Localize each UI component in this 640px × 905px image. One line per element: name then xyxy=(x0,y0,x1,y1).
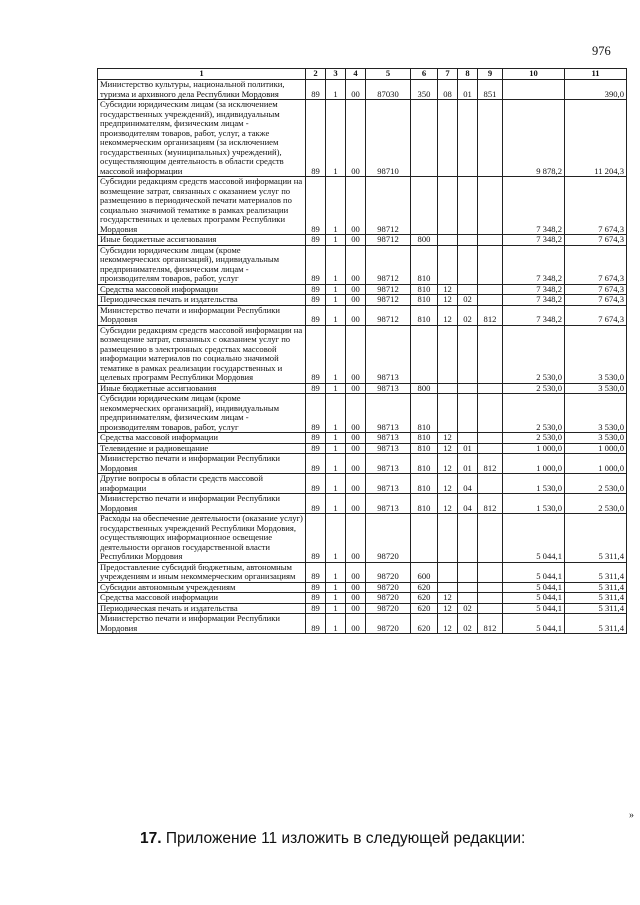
cell-c4: 00 xyxy=(346,514,366,563)
cell-c9 xyxy=(478,514,503,563)
cell-c8 xyxy=(458,562,478,582)
cell-c9 xyxy=(478,593,503,604)
cell-c6 xyxy=(411,325,438,383)
cell-c3: 1 xyxy=(326,100,346,177)
row-name: Периодическая печать и издательства xyxy=(98,295,306,306)
cell-c10: 2 530,0 xyxy=(503,383,565,394)
cell-c3: 1 xyxy=(326,494,346,514)
cell-c5: 98720 xyxy=(366,593,411,604)
cell-c9 xyxy=(478,394,503,433)
row-name: Субсидии юридическим лицам (кроме некоммерческих организаций), индивидуальным предпринимателям, физическим лицам - производителям товаров, работ, услуг xyxy=(98,245,306,284)
cell-c4: 00 xyxy=(346,433,366,444)
cell-c11: 3 530,0 xyxy=(565,383,627,394)
cell-c11: 7 674,3 xyxy=(565,177,627,235)
table-row xyxy=(98,295,627,306)
cell-c11: 390,0 xyxy=(565,80,627,100)
table-row xyxy=(98,284,627,295)
cell-c2: 89 xyxy=(306,394,326,433)
side-mark: » xyxy=(629,810,634,821)
cell-c5: 98712 xyxy=(366,295,411,306)
cell-c11: 7 674,3 xyxy=(565,245,627,284)
cell-c5: 98713 xyxy=(366,494,411,514)
cell-c9: 812 xyxy=(478,454,503,474)
cell-c7 xyxy=(438,235,458,246)
cell-c5: 98713 xyxy=(366,443,411,454)
cell-c10: 7 348,2 xyxy=(503,295,565,306)
cell-c11: 1 000,0 xyxy=(565,443,627,454)
row-name: Субсидии юридическим лицам (за исключением государственных учреждений), индивидуальным предпринимателям, физическим лицам - производителям товаров, работ, услуг, а также некоммерческим организациям (за исключением государственных (муниципальных) учреждений), осуществляющим деятельность в области средств массовой информации xyxy=(98,100,306,177)
row-name: Министерство печати и информации Республики Мордовия xyxy=(98,454,306,474)
cell-c9 xyxy=(478,582,503,593)
cell-c2: 89 xyxy=(306,284,326,295)
cell-c6: 620 xyxy=(411,593,438,604)
table-row xyxy=(98,562,627,582)
table-row xyxy=(98,245,627,284)
cell-c7 xyxy=(438,177,458,235)
cell-c7: 12 xyxy=(438,433,458,444)
cell-c4: 00 xyxy=(346,443,366,454)
cell-c2: 89 xyxy=(306,80,326,100)
cell-c8 xyxy=(458,394,478,433)
cell-c10: 9 878,2 xyxy=(503,100,565,177)
cell-c4: 00 xyxy=(346,454,366,474)
cell-c5: 98720 xyxy=(366,603,411,614)
cell-c7 xyxy=(438,562,458,582)
cell-c4: 00 xyxy=(346,614,366,634)
cell-c4: 00 xyxy=(346,593,366,604)
cell-c8 xyxy=(458,235,478,246)
cell-c5: 98720 xyxy=(366,562,411,582)
col-header: 7 xyxy=(438,69,458,80)
col-header: 5 xyxy=(366,69,411,80)
cell-c2: 89 xyxy=(306,325,326,383)
table-row xyxy=(98,514,627,563)
cell-c10: 1 530,0 xyxy=(503,494,565,514)
cell-c4: 00 xyxy=(346,383,366,394)
table-row xyxy=(98,177,627,235)
cell-c10: 2 530,0 xyxy=(503,433,565,444)
cell-c3: 1 xyxy=(326,614,346,634)
cell-c11: 3 530,0 xyxy=(565,433,627,444)
cell-c6: 810 xyxy=(411,305,438,325)
cell-c10: 7 348,2 xyxy=(503,284,565,295)
cell-c3: 1 xyxy=(326,454,346,474)
cell-c3: 1 xyxy=(326,443,346,454)
col-header: 11 xyxy=(565,69,627,80)
cell-c6: 800 xyxy=(411,235,438,246)
cell-c11: 2 530,0 xyxy=(565,474,627,494)
cell-c7: 12 xyxy=(438,305,458,325)
cell-c3: 1 xyxy=(326,603,346,614)
cell-c4: 00 xyxy=(346,582,366,593)
table-row xyxy=(98,433,627,444)
table-row xyxy=(98,443,627,454)
cell-c8: 02 xyxy=(458,603,478,614)
cell-c9: 812 xyxy=(478,614,503,634)
cell-c9 xyxy=(478,383,503,394)
cell-c8: 01 xyxy=(458,454,478,474)
cell-c9: 851 xyxy=(478,80,503,100)
cell-c10: 5 044,1 xyxy=(503,562,565,582)
cell-c8 xyxy=(458,514,478,563)
cell-c7 xyxy=(438,245,458,284)
row-name: Расходы на обеспечение деятельности (оказание услуг) государственных учреждений Республики Мордовия, осуществляющих информационное освещение деятельности органов государственной власти Республики Мордовия xyxy=(98,514,306,563)
cell-c8: 02 xyxy=(458,305,478,325)
table-row xyxy=(98,100,627,177)
cell-c10: 2 530,0 xyxy=(503,394,565,433)
table-row xyxy=(98,454,627,474)
col-header: 3 xyxy=(326,69,346,80)
cell-c2: 89 xyxy=(306,100,326,177)
table-row xyxy=(98,474,627,494)
cell-c7 xyxy=(438,514,458,563)
cell-c7: 12 xyxy=(438,603,458,614)
cell-c5: 98713 xyxy=(366,394,411,433)
row-name: Телевидение и радиовещание xyxy=(98,443,306,454)
cell-c2: 89 xyxy=(306,614,326,634)
cell-c9 xyxy=(478,235,503,246)
cell-c4: 00 xyxy=(346,305,366,325)
budget-table xyxy=(97,68,627,634)
cell-c6: 620 xyxy=(411,603,438,614)
cell-c8 xyxy=(458,433,478,444)
cell-c8 xyxy=(458,325,478,383)
cell-c6 xyxy=(411,177,438,235)
cell-c3: 1 xyxy=(326,284,346,295)
cell-c9 xyxy=(478,284,503,295)
cell-c3: 1 xyxy=(326,235,346,246)
cell-c4: 00 xyxy=(346,603,366,614)
cell-c2: 89 xyxy=(306,177,326,235)
cell-c9 xyxy=(478,433,503,444)
row-name: Иные бюджетные ассигнования xyxy=(98,235,306,246)
cell-c9 xyxy=(478,177,503,235)
row-name: Министерство печати и информации Республики Мордовия xyxy=(98,614,306,634)
cell-c8: 02 xyxy=(458,614,478,634)
row-name: Субсидии автономным учреждениям xyxy=(98,582,306,593)
cell-c10: 5 044,1 xyxy=(503,614,565,634)
cell-c10 xyxy=(503,80,565,100)
cell-c5: 98712 xyxy=(366,235,411,246)
cell-c4: 00 xyxy=(346,325,366,383)
row-name: Другие вопросы в области средств массовой информации xyxy=(98,474,306,494)
cell-c7 xyxy=(438,582,458,593)
table-row xyxy=(98,582,627,593)
cell-c8: 04 xyxy=(458,494,478,514)
cell-c10: 7 348,2 xyxy=(503,235,565,246)
cell-c4: 00 xyxy=(346,100,366,177)
cell-c11: 11 204,3 xyxy=(565,100,627,177)
row-name: Министерство печати и информации Республики Мордовия xyxy=(98,305,306,325)
cell-c9 xyxy=(478,295,503,306)
cell-c4: 00 xyxy=(346,295,366,306)
cell-c7: 12 xyxy=(438,474,458,494)
cell-c7: 12 xyxy=(438,295,458,306)
cell-c5: 98712 xyxy=(366,284,411,295)
cell-c6: 350 xyxy=(411,80,438,100)
cell-c6 xyxy=(411,100,438,177)
cell-c7 xyxy=(438,100,458,177)
cell-c10: 5 044,1 xyxy=(503,593,565,604)
table-row xyxy=(98,235,627,246)
cell-c9 xyxy=(478,100,503,177)
cell-c5: 98713 xyxy=(366,325,411,383)
cell-c11: 7 674,3 xyxy=(565,284,627,295)
footer-number: 17. xyxy=(140,830,162,847)
table-row xyxy=(98,603,627,614)
col-header: 6 xyxy=(411,69,438,80)
cell-c11: 5 311,4 xyxy=(565,582,627,593)
col-header: 1 xyxy=(98,69,306,80)
col-header: 10 xyxy=(503,69,565,80)
cell-c10: 7 348,2 xyxy=(503,177,565,235)
cell-c10: 1 530,0 xyxy=(503,474,565,494)
row-name: Предоставление субсидий бюджетным, автономным учреждениям и иным некоммерческим организациям xyxy=(98,562,306,582)
cell-c2: 89 xyxy=(306,383,326,394)
cell-c9 xyxy=(478,443,503,454)
cell-c2: 89 xyxy=(306,494,326,514)
cell-c9 xyxy=(478,603,503,614)
cell-c2: 89 xyxy=(306,474,326,494)
cell-c3: 1 xyxy=(326,245,346,284)
cell-c8 xyxy=(458,383,478,394)
cell-c10: 5 044,1 xyxy=(503,603,565,614)
cell-c2: 89 xyxy=(306,603,326,614)
cell-c6: 810 xyxy=(411,474,438,494)
cell-c9 xyxy=(478,474,503,494)
cell-c3: 1 xyxy=(326,325,346,383)
cell-c8 xyxy=(458,593,478,604)
table-row xyxy=(98,383,627,394)
cell-c3: 1 xyxy=(326,383,346,394)
row-name: Периодическая печать и издательства xyxy=(98,603,306,614)
cell-c2: 89 xyxy=(306,454,326,474)
cell-c4: 00 xyxy=(346,284,366,295)
cell-c11: 3 530,0 xyxy=(565,394,627,433)
row-name: Средства массовой информации xyxy=(98,433,306,444)
cell-c3: 1 xyxy=(326,593,346,604)
cell-c2: 89 xyxy=(306,433,326,444)
cell-c10: 5 044,1 xyxy=(503,582,565,593)
cell-c9 xyxy=(478,562,503,582)
cell-c5: 98720 xyxy=(366,582,411,593)
cell-c6: 810 xyxy=(411,284,438,295)
cell-c11: 5 311,4 xyxy=(565,593,627,604)
cell-c5: 98712 xyxy=(366,245,411,284)
cell-c10: 7 348,2 xyxy=(503,305,565,325)
cell-c10: 7 348,2 xyxy=(503,245,565,284)
cell-c9 xyxy=(478,325,503,383)
cell-c6: 810 xyxy=(411,443,438,454)
cell-c3: 1 xyxy=(326,394,346,433)
cell-c8: 02 xyxy=(458,295,478,306)
cell-c3: 1 xyxy=(326,295,346,306)
cell-c8 xyxy=(458,245,478,284)
cell-c6: 810 xyxy=(411,433,438,444)
table-row xyxy=(98,394,627,433)
footer-instruction xyxy=(140,830,525,848)
cell-c7: 08 xyxy=(438,80,458,100)
cell-c8: 01 xyxy=(458,443,478,454)
cell-c5: 98710 xyxy=(366,100,411,177)
row-name: Министерство печати и информации Республики Мордовия xyxy=(98,494,306,514)
cell-c7: 12 xyxy=(438,443,458,454)
row-name: Средства массовой информации xyxy=(98,284,306,295)
cell-c6: 800 xyxy=(411,383,438,394)
cell-c4: 00 xyxy=(346,474,366,494)
cell-c5: 98713 xyxy=(366,433,411,444)
cell-c2: 89 xyxy=(306,514,326,563)
cell-c2: 89 xyxy=(306,562,326,582)
cell-c5: 98720 xyxy=(366,514,411,563)
cell-c9: 812 xyxy=(478,494,503,514)
cell-c8: 01 xyxy=(458,80,478,100)
cell-c8 xyxy=(458,582,478,593)
cell-c5: 98720 xyxy=(366,614,411,634)
cell-c3: 1 xyxy=(326,562,346,582)
cell-c11: 3 530,0 xyxy=(565,325,627,383)
cell-c7: 12 xyxy=(438,494,458,514)
cell-c2: 89 xyxy=(306,245,326,284)
table-row xyxy=(98,305,627,325)
cell-c5: 98713 xyxy=(366,383,411,394)
table-row xyxy=(98,593,627,604)
table-row xyxy=(98,80,627,100)
row-name: Субсидии редакциям средств массовой информации на возмещение затрат, связанных с оказанием услуг по размещению в электронных средствах массовой информации материалов по социально значимой тематике в рамках реализации государственных и целевых программ Республики Мордовия xyxy=(98,325,306,383)
cell-c5: 98713 xyxy=(366,454,411,474)
table-row xyxy=(98,614,627,634)
cell-c3: 1 xyxy=(326,474,346,494)
cell-c11: 1 000,0 xyxy=(565,454,627,474)
cell-c6: 810 xyxy=(411,245,438,284)
cell-c2: 89 xyxy=(306,582,326,593)
cell-c6 xyxy=(411,514,438,563)
cell-c3: 1 xyxy=(326,582,346,593)
cell-c7 xyxy=(438,325,458,383)
cell-c5: 98712 xyxy=(366,305,411,325)
cell-c6: 620 xyxy=(411,614,438,634)
cell-c2: 89 xyxy=(306,295,326,306)
cell-c7: 12 xyxy=(438,614,458,634)
cell-c6: 620 xyxy=(411,582,438,593)
cell-c3: 1 xyxy=(326,80,346,100)
cell-c11: 7 674,3 xyxy=(565,295,627,306)
cell-c2: 89 xyxy=(306,443,326,454)
cell-c3: 1 xyxy=(326,514,346,563)
cell-c7 xyxy=(438,383,458,394)
cell-c3: 1 xyxy=(326,433,346,444)
cell-c3: 1 xyxy=(326,305,346,325)
table-row xyxy=(98,494,627,514)
cell-c8: 04 xyxy=(458,474,478,494)
col-header: 2 xyxy=(306,69,326,80)
row-name: Субсидии редакциям средств массовой информации на возмещение затрат, связанных с оказанием услуг по размещению в периодической печати материалов по социально значимой тематике в рамках реализации государственных и целевых программ Республики Мордовия xyxy=(98,177,306,235)
cell-c2: 89 xyxy=(306,235,326,246)
cell-c5: 98713 xyxy=(366,474,411,494)
page-number: 976 xyxy=(592,44,611,58)
header-row xyxy=(98,69,627,80)
cell-c9 xyxy=(478,245,503,284)
cell-c8 xyxy=(458,100,478,177)
cell-c6: 600 xyxy=(411,562,438,582)
row-name: Министерство культуры, национальной политики, туризма и архивного дела Республики Мордовия xyxy=(98,80,306,100)
cell-c10: 2 530,0 xyxy=(503,325,565,383)
cell-c6: 810 xyxy=(411,494,438,514)
col-header: 4 xyxy=(346,69,366,80)
cell-c4: 00 xyxy=(346,245,366,284)
cell-c2: 89 xyxy=(306,305,326,325)
row-name: Иные бюджетные ассигнования xyxy=(98,383,306,394)
row-name: Средства массовой информации xyxy=(98,593,306,604)
row-name: Субсидии юридическим лицам (кроме некоммерческих организаций), индивидуальным предпринимателям, физическим лицам - производителям товаров, работ, услуг xyxy=(98,394,306,433)
cell-c10: 5 044,1 xyxy=(503,514,565,563)
table-row xyxy=(98,325,627,383)
cell-c11: 7 674,3 xyxy=(565,305,627,325)
cell-c4: 00 xyxy=(346,235,366,246)
cell-c7: 12 xyxy=(438,454,458,474)
cell-c4: 00 xyxy=(346,80,366,100)
cell-c5: 87030 xyxy=(366,80,411,100)
cell-c11: 5 311,4 xyxy=(565,514,627,563)
cell-c4: 00 xyxy=(346,562,366,582)
cell-c9: 812 xyxy=(478,305,503,325)
col-header: 9 xyxy=(478,69,503,80)
footer-text: Приложение 11 изложить в следующей редакции: xyxy=(161,830,526,847)
cell-c7: 12 xyxy=(438,284,458,295)
cell-c10: 1 000,0 xyxy=(503,454,565,474)
cell-c10: 1 000,0 xyxy=(503,443,565,454)
cell-c8 xyxy=(458,177,478,235)
cell-c8 xyxy=(458,284,478,295)
cell-c7: 12 xyxy=(438,593,458,604)
cell-c4: 00 xyxy=(346,494,366,514)
cell-c11: 7 674,3 xyxy=(565,235,627,246)
cell-c6: 810 xyxy=(411,295,438,306)
cell-c3: 1 xyxy=(326,177,346,235)
cell-c6: 810 xyxy=(411,394,438,433)
col-header: 8 xyxy=(458,69,478,80)
cell-c7 xyxy=(438,394,458,433)
cell-c5: 98712 xyxy=(366,177,411,235)
cell-c4: 00 xyxy=(346,177,366,235)
cell-c2: 89 xyxy=(306,593,326,604)
cell-c11: 5 311,4 xyxy=(565,603,627,614)
cell-c6: 810 xyxy=(411,454,438,474)
cell-c4: 00 xyxy=(346,394,366,433)
cell-c11: 2 530,0 xyxy=(565,494,627,514)
cell-c11: 5 311,4 xyxy=(565,562,627,582)
cell-c11: 5 311,4 xyxy=(565,614,627,634)
